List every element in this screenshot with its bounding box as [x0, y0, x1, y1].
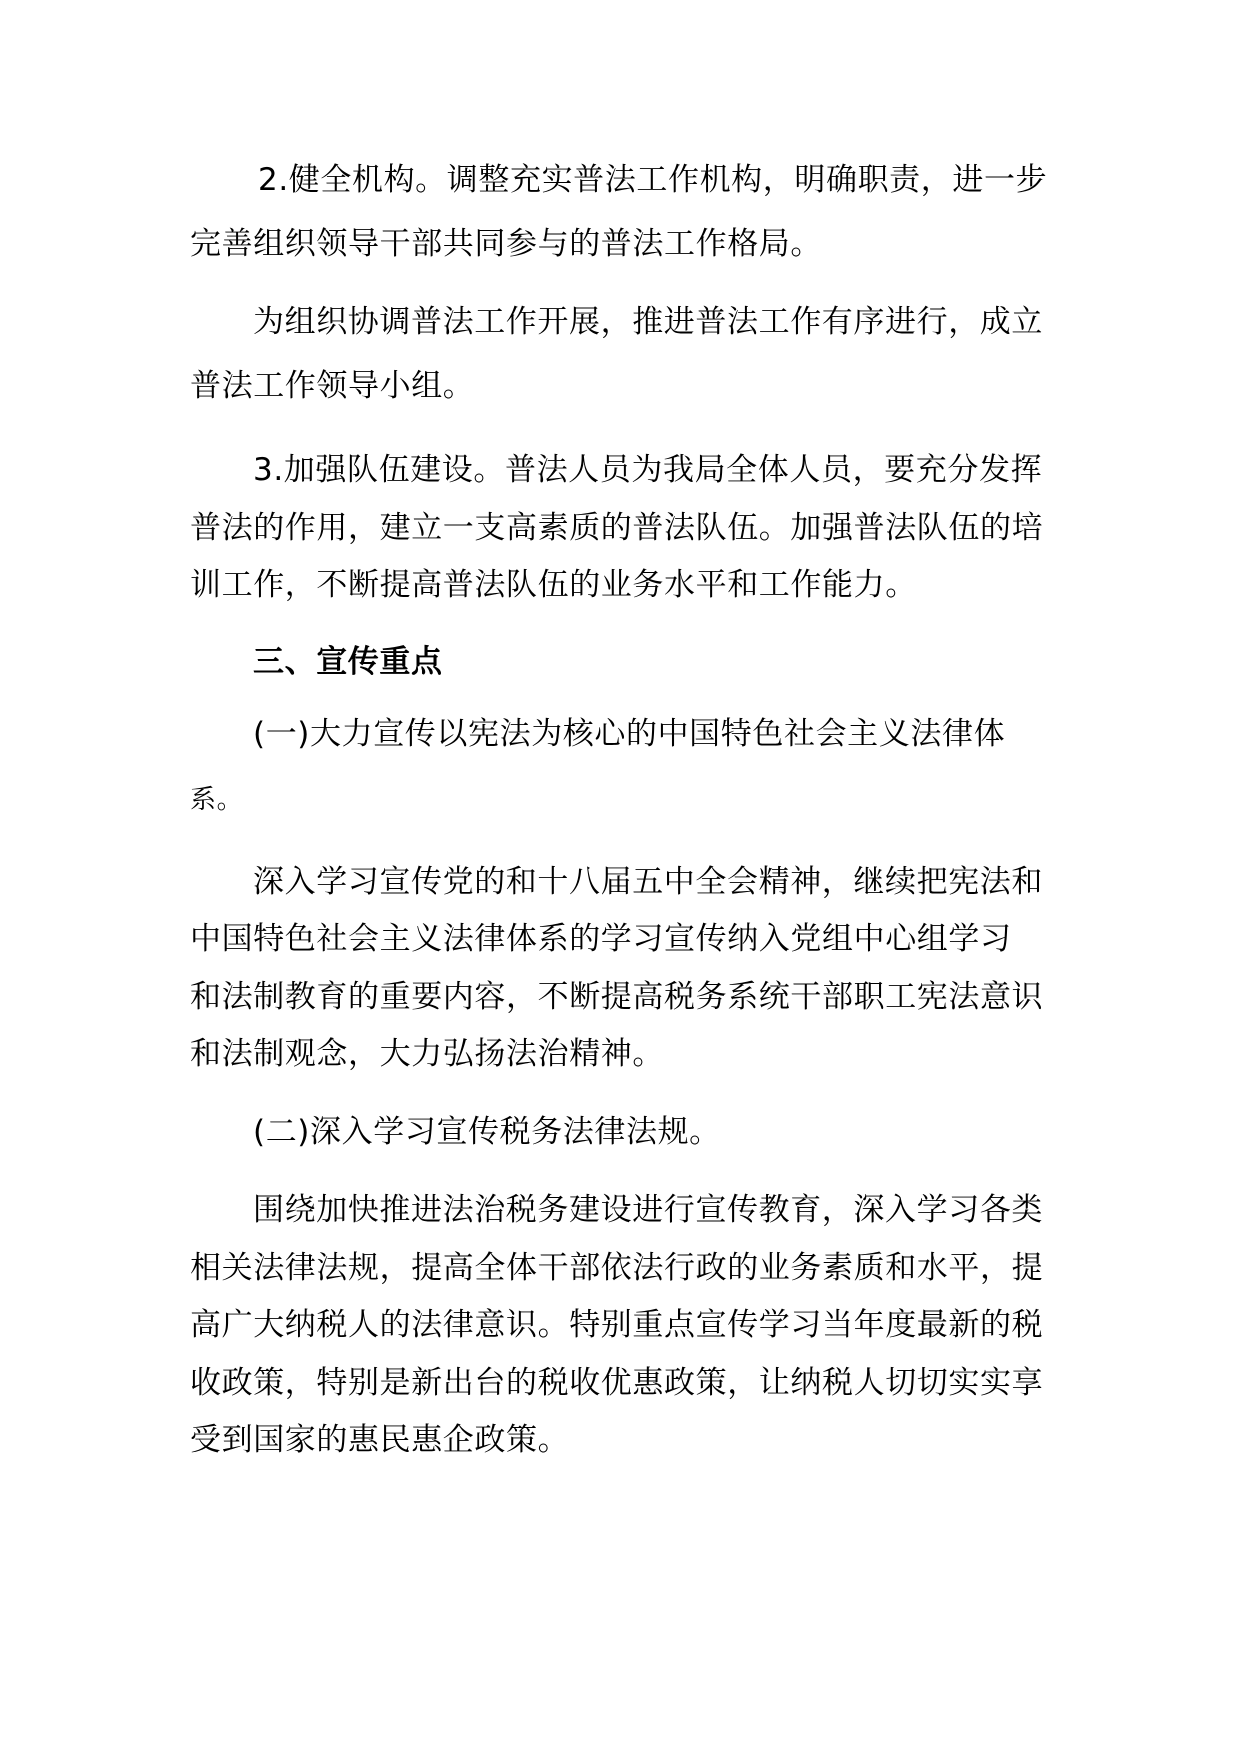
subheading-tax-law: (二)深入学习宣传税务法律法规。: [253, 1114, 721, 1150]
para-tax-education-line-5: 受到国家的惠民惠企政策。: [190, 1422, 570, 1458]
para-study-plenum-line-1: 深入学习宣传党的和十八届五中全会精神，继续把宪法和: [253, 864, 1043, 900]
para-establish-organization-line-1: 2.健全机构。调整充实普法工作机构，明确职责，进一步: [258, 162, 1048, 198]
para-tax-education-line-3: 高广大纳税人的法律意识。特别重点宣传学习当年度最新的税: [190, 1307, 1044, 1343]
para-establish-organization-line-2: 完善组织领导干部共同参与的普法工作格局。: [190, 226, 822, 262]
para-study-plenum-line-3: 和法制教育的重要内容，不断提高税务系统干部职工宪法意识: [190, 979, 1044, 1015]
para-study-plenum-line-2: 中国特色社会主义法律体系的学习宣传纳入党组中心组学习: [190, 921, 1012, 957]
para-tax-education-line-1: 围绕加快推进法治税务建设进行宣传教育，深入学习各类: [253, 1192, 1043, 1228]
para-tax-education-line-4: 收政策，特别是新出台的税收优惠政策，让纳税人切切实实享: [190, 1365, 1044, 1401]
para-team-building-line-1: 3.加强队伍建设。普法人员为我局全体人员，要充分发挥: [253, 452, 1043, 488]
para-leading-group-line-1: 为组织协调普法工作开展，推进普法工作有序进行，成立: [253, 304, 1043, 340]
para-leading-group-line-2: 普法工作领导小组。: [190, 368, 475, 404]
section-heading-publicity-focus: 三、宣传重点: [253, 644, 443, 680]
para-tax-education-line-2: 相关法律法规，提高全体干部依法行政的业务素质和水平，提: [190, 1250, 1044, 1286]
para-study-plenum-line-4: 和法制观念，大力弘扬法治精神。: [190, 1036, 664, 1072]
para-team-building-line-2: 普法的作用，建立一支高素质的普法队伍。加强普法队伍的培: [190, 510, 1044, 546]
para-team-building-line-3: 训工作，不断提高普法队伍的业务水平和工作能力。: [190, 567, 917, 603]
subheading-constitution-line-2: 系。: [190, 785, 244, 815]
subheading-constitution-line-1: (一)大力宣传以宪法为核心的中国特色社会主义法律体: [253, 716, 1006, 752]
